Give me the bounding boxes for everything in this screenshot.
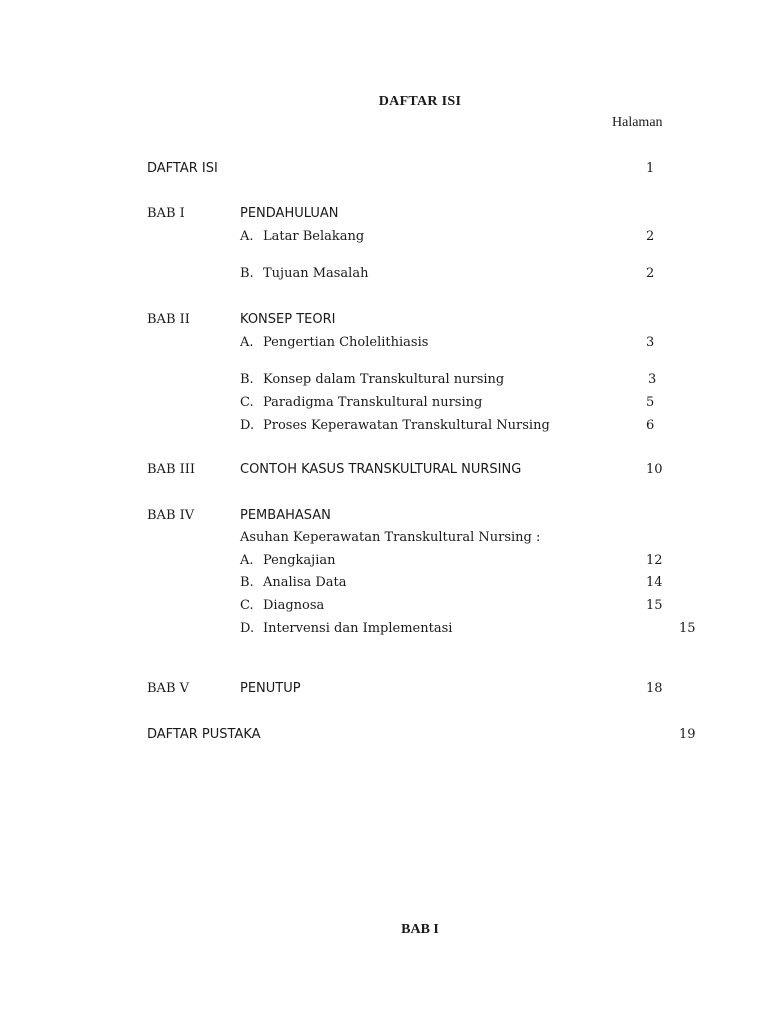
toc-label: DAFTAR ISI xyxy=(147,161,218,176)
item-letter: D. xyxy=(240,621,255,636)
toc-page-number: 3 xyxy=(648,372,657,387)
page-column-header: Halaman xyxy=(612,115,663,130)
chapter-title: CONTOH KASUS TRANSKULTURAL NURSING xyxy=(240,462,522,477)
item-text: Proses Keperawatan Transkultural Nursing xyxy=(263,418,550,433)
item-text: Paradigma Transkultural nursing xyxy=(263,395,483,410)
toc-item[interactable] xyxy=(0,334,768,352)
item-letter: C. xyxy=(240,395,254,410)
item-letter: A. xyxy=(240,335,254,350)
toc-subtitle xyxy=(0,529,768,547)
toc-page-number: 1 xyxy=(646,161,655,176)
item-text: Konsep dalam Transkultural nursing xyxy=(263,372,505,387)
toc-page-number: 19 xyxy=(679,727,696,742)
toc-chapter-bab-ii[interactable] xyxy=(0,311,768,329)
toc-label: DAFTAR PUSTAKA xyxy=(147,727,261,742)
toc-item[interactable] xyxy=(0,574,768,592)
chapter-title: PENDAHULUAN xyxy=(240,206,339,221)
toc-page-number: 15 xyxy=(646,598,663,613)
toc-chapter-bab-iii[interactable] xyxy=(0,461,768,479)
chapter-code: BAB II xyxy=(147,312,190,327)
toc-page-number: 5 xyxy=(646,395,655,410)
toc-item[interactable] xyxy=(0,552,768,570)
toc-page-number: 15 xyxy=(679,621,696,636)
chapter-code: BAB III xyxy=(147,462,196,477)
toc-item[interactable] xyxy=(0,620,768,638)
toc-item[interactable] xyxy=(0,597,768,615)
toc-page-number: 10 xyxy=(646,462,663,477)
item-text: Pengkajian xyxy=(263,553,336,568)
item-letter: B. xyxy=(240,575,254,590)
item-text: Intervensi dan Implementasi xyxy=(263,621,453,636)
toc-page-number: 6 xyxy=(646,418,655,433)
toc-page-number: 2 xyxy=(646,266,655,281)
toc-item[interactable] xyxy=(0,265,768,283)
item-letter: A. xyxy=(240,553,254,568)
chapter-title: PENUTUP xyxy=(240,681,301,696)
item-letter: C. xyxy=(240,598,254,613)
item-text: Latar Belakang xyxy=(263,229,365,244)
toc-page-number: 3 xyxy=(646,335,655,350)
chapter-code: BAB IV xyxy=(147,508,195,523)
chapter-code: BAB I xyxy=(147,206,185,221)
toc-page-number: 14 xyxy=(646,575,663,590)
toc-item[interactable] xyxy=(0,394,768,412)
toc-entry-daftar-pustaka[interactable] xyxy=(0,726,768,744)
item-text: Analisa Data xyxy=(263,575,347,590)
toc-item[interactable] xyxy=(0,417,768,435)
item-letter: D. xyxy=(240,418,255,433)
toc-page-number: 18 xyxy=(646,681,663,696)
toc-chapter-bab-i[interactable] xyxy=(0,205,768,223)
chapter-subtitle: Asuhan Keperawatan Transkultural Nursing : xyxy=(240,530,541,545)
item-text: Tujuan Masalah xyxy=(263,266,369,281)
item-text: Diagnosa xyxy=(263,598,325,613)
toc-chapter-bab-v[interactable] xyxy=(0,680,768,698)
item-text: Pengertian Cholelithiasis xyxy=(263,335,429,350)
chapter-code: BAB V xyxy=(147,681,190,696)
toc-item[interactable] xyxy=(0,228,768,246)
chapter-title: PEMBAHASAN xyxy=(240,508,331,523)
chapter-title: KONSEP TEORI xyxy=(240,312,336,327)
toc-page-number: 2 xyxy=(646,229,655,244)
toc-chapter-bab-iv[interactable] xyxy=(0,507,768,525)
page-title: DAFTAR ISI xyxy=(378,94,462,109)
next-chapter-heading: BAB I xyxy=(401,922,439,937)
toc-item[interactable] xyxy=(0,371,768,389)
toc-entry-daftar-isi[interactable] xyxy=(0,160,768,178)
item-letter: B. xyxy=(240,372,254,387)
item-letter: B. xyxy=(240,266,254,281)
toc-page-number: 12 xyxy=(646,553,663,568)
item-letter: A. xyxy=(240,229,254,244)
